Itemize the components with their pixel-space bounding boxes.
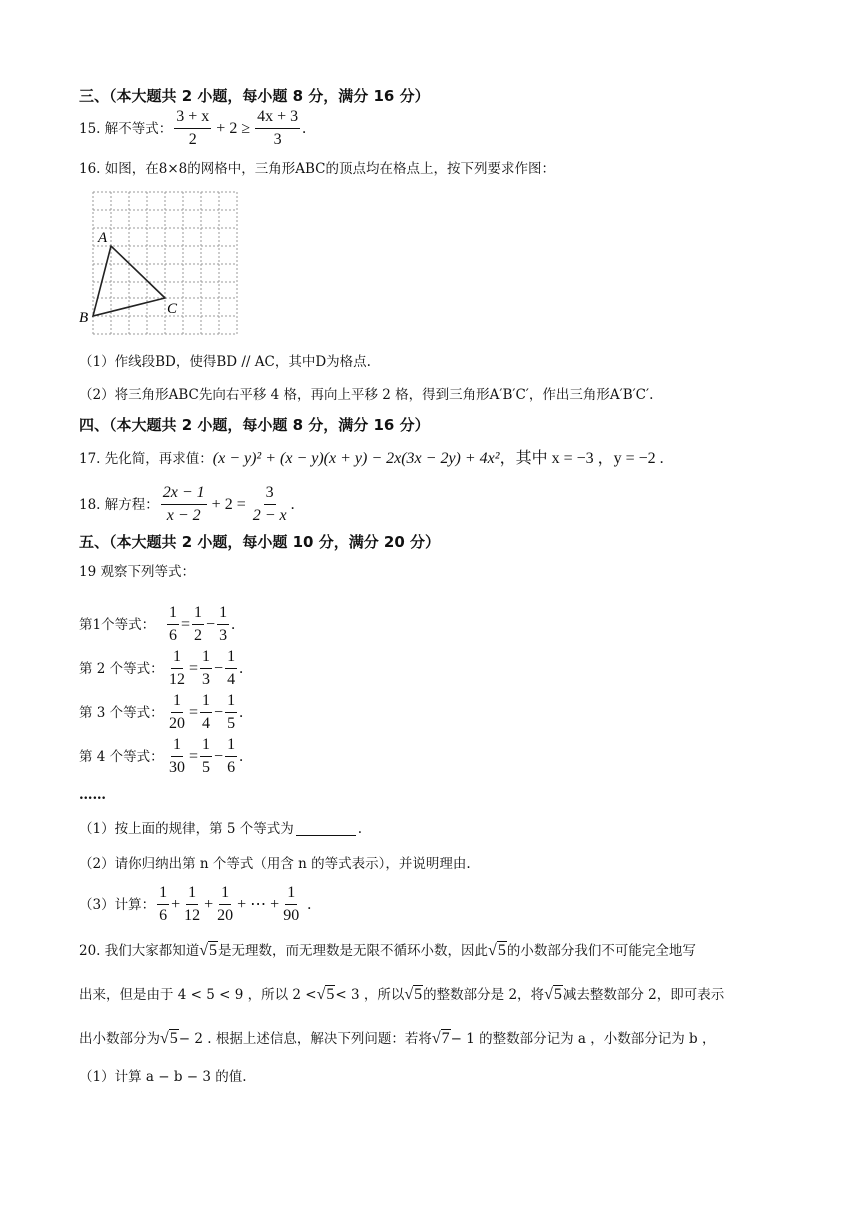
fraction bbox=[200, 692, 212, 733]
numerator: 1 bbox=[217, 604, 229, 625]
q15-fraction-1 bbox=[174, 108, 211, 149]
fraction bbox=[200, 736, 212, 777]
text: 20. 我们大家都知道 bbox=[79, 943, 200, 959]
radicand: 5 bbox=[169, 1030, 178, 1047]
denominator: 2 bbox=[194, 627, 203, 644]
period: . bbox=[302, 119, 307, 137]
numerator: 1 bbox=[219, 884, 231, 905]
fraction bbox=[167, 604, 179, 645]
ellipsis-plus: + ⋯ + bbox=[237, 895, 280, 913]
sqrt-5: √5 bbox=[199, 942, 218, 959]
fraction bbox=[167, 736, 187, 777]
vertex-c-label: C bbox=[167, 301, 178, 317]
numerator: 1 bbox=[200, 736, 212, 757]
question-16-stem: 16. 如图，在8×8的网格中，三角形ABC的顶点均在格点上，按下列要求作图： bbox=[79, 161, 555, 177]
period: . bbox=[290, 495, 295, 513]
denominator: 4 bbox=[227, 671, 236, 688]
radicand: 5 bbox=[414, 986, 423, 1003]
q20-line-3 bbox=[79, 1030, 715, 1048]
q19-equation-2: 第 2 个等式： $\frac{1}{12}$ = $\frac{1}{3}$ − $\frac{1}{4}$ . bbox=[79, 648, 244, 688]
text: − 1 的整数部分记为 a ，小数部分记为 b ， bbox=[450, 1031, 716, 1047]
denominator: 90 bbox=[283, 907, 300, 924]
numerator: 2x − 1 bbox=[161, 484, 207, 505]
denominator: 6 bbox=[227, 759, 236, 776]
q19-equation-1: 第1个等式： $\frac{1}{6}$ = $\frac{1}{2}$ − $\frac{1}{3}$ . bbox=[79, 604, 236, 644]
fraction bbox=[167, 648, 187, 689]
q19-part-3: （3）计算： $\frac{1}{6}$ + $\frac{1}{12}$ + $\frac{1}{20}$ + ⋯ + $\frac{1}{90}$ . bbox=[79, 884, 312, 924]
part-label: （3）计算： bbox=[79, 896, 156, 913]
sqrt-5: √5 bbox=[160, 1030, 178, 1047]
numerator: 3 bbox=[264, 484, 276, 505]
denominator: 5 bbox=[202, 759, 211, 776]
fraction bbox=[200, 648, 212, 689]
q20-line-2 bbox=[79, 986, 724, 1004]
denominator: 3 bbox=[273, 131, 282, 148]
q17-label: 17. 先化简，再求值： bbox=[79, 451, 213, 467]
q19-ellipsis: …… bbox=[79, 787, 106, 803]
vertex-b-label: B bbox=[79, 310, 89, 326]
text: 出来，但是由于 4 < 5 < 9 ，所以 2 < bbox=[79, 987, 317, 1003]
answer-blank[interactable] bbox=[296, 823, 356, 836]
denominator: 2 − x bbox=[252, 507, 287, 524]
numerator: 1 bbox=[171, 648, 183, 669]
fraction bbox=[225, 648, 237, 689]
q16-part-2: （2）将三角形ABC先向右平移 4 格，再向上平移 2 格，得到三角形A′B′C′，作出三角形A′B′C′. bbox=[79, 387, 654, 403]
text: − 2 . 根据上述信息，解决下列问题：若将 bbox=[178, 1031, 432, 1047]
q15-fraction-2 bbox=[255, 108, 300, 149]
vertex-a-label: A bbox=[98, 230, 108, 246]
q17-condition: ，其中 x = −3 ，y = −2 . bbox=[499, 450, 664, 467]
q15-operator: + 2 ≥ bbox=[216, 119, 251, 137]
grid-lines bbox=[93, 192, 237, 334]
q17-expression: (x − y)² + (x − y)(x + y) − 2x(3x − 2y) + 4x² bbox=[212, 450, 500, 467]
sqrt-5: √5 bbox=[404, 986, 423, 1003]
part-text: （1）按上面的规律，第 5 个等式为 bbox=[79, 821, 294, 837]
text: 减去整数部分 2，即可表示 bbox=[562, 987, 725, 1003]
sqrt-5: √5 bbox=[544, 986, 562, 1003]
section-5-heading: 五、（本大题共 2 小题，每小题 10 分，满分 20 分） bbox=[79, 533, 441, 551]
numerator: 1 bbox=[192, 604, 204, 625]
numerator: 1 bbox=[171, 692, 183, 713]
numerator: 1 bbox=[171, 736, 183, 757]
radicand: 5 bbox=[497, 942, 506, 959]
q18-fraction-1 bbox=[161, 484, 207, 525]
numerator: 1 bbox=[225, 648, 237, 669]
fraction bbox=[192, 604, 204, 645]
q20-line-1 bbox=[79, 942, 696, 960]
numerator: 4x + 3 bbox=[255, 108, 300, 129]
fraction bbox=[182, 884, 202, 925]
radicand: 5 bbox=[209, 942, 218, 959]
fraction bbox=[225, 692, 237, 733]
section-4-heading: 四、（本大题共 2 小题，每小题 8 分，满分 16 分） bbox=[79, 416, 430, 434]
fraction bbox=[281, 884, 301, 925]
numerator: 1 bbox=[200, 692, 212, 713]
q20-part-1: （1）计算 a − b − 3 的值. bbox=[79, 1069, 247, 1085]
denominator: 3 bbox=[219, 627, 228, 644]
denominator: 12 bbox=[169, 671, 185, 688]
text: 的整数部分是 2，将 bbox=[423, 987, 545, 1003]
fraction bbox=[215, 884, 235, 925]
fraction bbox=[225, 736, 237, 777]
radicand: 7 bbox=[441, 1030, 450, 1047]
numerator: 1 bbox=[167, 604, 179, 625]
denominator: 6 bbox=[169, 627, 177, 644]
denominator: x − 2 bbox=[166, 507, 201, 524]
equation-label: 第1个等式： bbox=[79, 616, 156, 633]
sqrt-5: √5 bbox=[488, 942, 506, 959]
sqrt-7: √7 bbox=[431, 1030, 450, 1047]
text: 出小数部分为 bbox=[79, 1031, 160, 1047]
q18-operator: + 2 = bbox=[211, 495, 246, 513]
text: 的小数部分我们不可能完全地写 bbox=[506, 943, 696, 959]
q18-fraction-2 bbox=[251, 484, 289, 525]
question-15 bbox=[79, 108, 306, 149]
denominator: 12 bbox=[184, 907, 201, 924]
denominator: 3 bbox=[202, 671, 211, 688]
radicand: 5 bbox=[326, 986, 335, 1003]
equation-label: 第 2 个等式： bbox=[79, 660, 164, 677]
q19-part-2: （2）请你归纳出第 n 个等式（用含 n 的等式表示），并说明理由. bbox=[79, 856, 471, 872]
equation-label: 第 3 个等式： bbox=[79, 704, 164, 721]
q16-part-1: （1）作线段BD，使得BD // AC，其中D为格点. bbox=[79, 354, 371, 370]
q19-equation-4: 第 4 个等式： $\frac{1}{30}$ = $\frac{1}{5}$ − $\frac{1}{6}$ . bbox=[79, 736, 244, 776]
period: . bbox=[307, 895, 312, 913]
numerator: 1 bbox=[225, 692, 237, 713]
q18-label: 18. 解方程： bbox=[79, 496, 159, 513]
q19-equation-3: 第 3 个等式： $\frac{1}{20}$ = $\frac{1}{4}$ − $\frac{1}{5}$ . bbox=[79, 692, 244, 732]
q19-stem: 19 观察下列等式： bbox=[79, 564, 195, 580]
section-3-heading: 三、（本大题共 2 小题，每小题 8 分，满分 16 分） bbox=[79, 87, 430, 105]
fraction bbox=[157, 884, 169, 925]
denominator: 20 bbox=[169, 715, 185, 732]
equation-label: 第 4 个等式： bbox=[79, 748, 164, 765]
denominator: 4 bbox=[202, 715, 211, 732]
denominator: 30 bbox=[169, 759, 185, 776]
text: 是无理数，而无理数是无限不循环小数，因此 bbox=[218, 943, 489, 959]
denominator: 6 bbox=[159, 907, 168, 924]
numerator: 1 bbox=[285, 884, 297, 905]
numerator: 3 + x bbox=[174, 108, 211, 129]
text: < 3 ，所以 bbox=[335, 987, 405, 1003]
q15-label: 15. 解不等式： bbox=[79, 120, 173, 137]
q19-part-1 bbox=[79, 820, 362, 838]
numerator: 1 bbox=[225, 736, 237, 757]
denominator: 2 bbox=[188, 131, 197, 148]
sqrt-5: √5 bbox=[316, 986, 335, 1003]
radicand: 5 bbox=[553, 986, 562, 1003]
denominator: 5 bbox=[227, 715, 236, 732]
grid-figure bbox=[76, 186, 246, 338]
fraction bbox=[217, 604, 229, 645]
question-18 bbox=[79, 484, 295, 525]
numerator: 1 bbox=[157, 884, 169, 905]
fraction bbox=[167, 692, 187, 733]
question-17 bbox=[79, 450, 664, 468]
numerator: 1 bbox=[200, 648, 212, 669]
denominator: 20 bbox=[217, 907, 234, 924]
period: . bbox=[357, 821, 363, 837]
numerator: 1 bbox=[186, 884, 198, 905]
